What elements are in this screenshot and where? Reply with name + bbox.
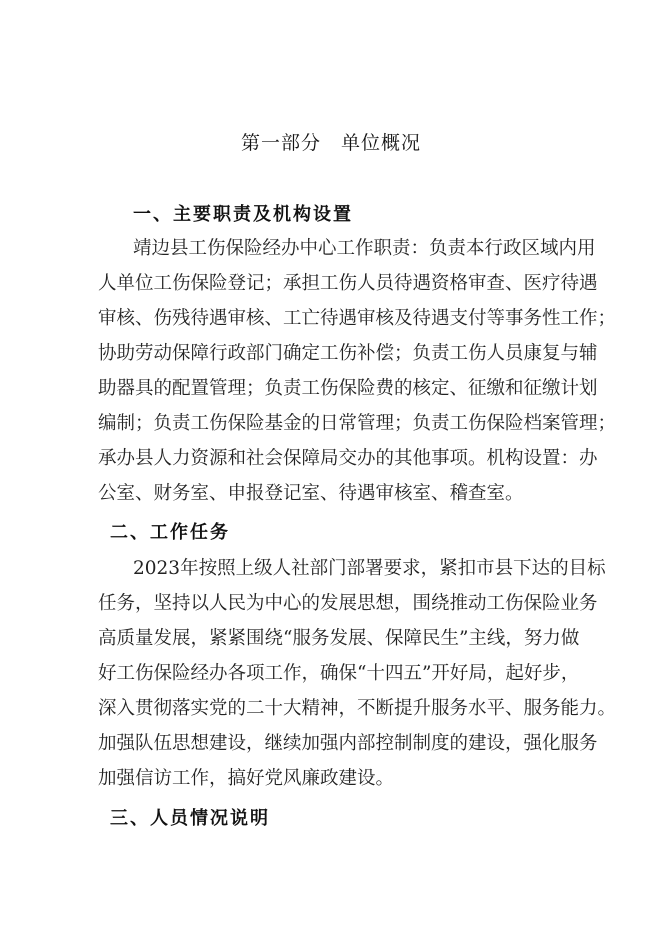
paragraph-line: 加强队伍思想建设，继续加强内部控制制度的建设，强化服务 [98, 733, 598, 754]
paragraph-line: 助器具的配置管理；负责工伤保险费的核定、征缴和征缴计划 [98, 378, 598, 399]
paragraph-line: 承办县人力资源和社会保障局交办的其他事项。机构设置：办 [98, 448, 598, 469]
paragraph-line: 任务，坚持以人民为中心的发展思想，围绕推动工伤保险业务 [98, 593, 598, 614]
paragraph-line: 靖边县工伤保险经办中心工作职责：负责本行政区域内用 [133, 238, 596, 259]
page-title: 第一部分 单位概况 [240, 132, 421, 154]
paragraph-line: 审核、伤残待遇审核、工亡待遇审核及待遇支付等事务性工作； [98, 308, 617, 329]
paragraph-line: 协助劳动保障行政部门确定工伤补偿；负责工伤人员康复与辅 [98, 343, 598, 364]
section-heading-1: 一、主要职责及机构设置 [133, 204, 353, 225]
section-heading-2: 二、工作任务 [110, 522, 230, 543]
paragraph-line: 公室、财务室、申报登记室、待遇审核室、稽查室。 [98, 483, 524, 504]
paragraph-line: 2023年按照上级人社部门部署要求，紧扣市县下达的目标 [133, 558, 606, 579]
paragraph-line: 人单位工伤保险登记；承担工伤人员待遇资格审查、医疗待遇 [98, 273, 598, 294]
paragraph-line: 好工伤保险经办各项工作，确保“十四五”开好局，起好步， [98, 663, 580, 684]
paragraph-line: 深入贯彻落实党的二十大精神，不断提升服务水平、服务能力。 [98, 698, 617, 719]
section-heading-3: 三、人员情况说明 [110, 808, 270, 829]
paragraph-line: 加强信访工作，搞好党风廉政建设。 [98, 768, 395, 789]
paragraph-line: 高质量发展，紧紧围绕“服务发展、保障民生”主线，努力做 [98, 628, 580, 649]
paragraph-line: 编制；负责工伤保险基金的日常管理；负责工伤保险档案管理； [98, 413, 617, 434]
